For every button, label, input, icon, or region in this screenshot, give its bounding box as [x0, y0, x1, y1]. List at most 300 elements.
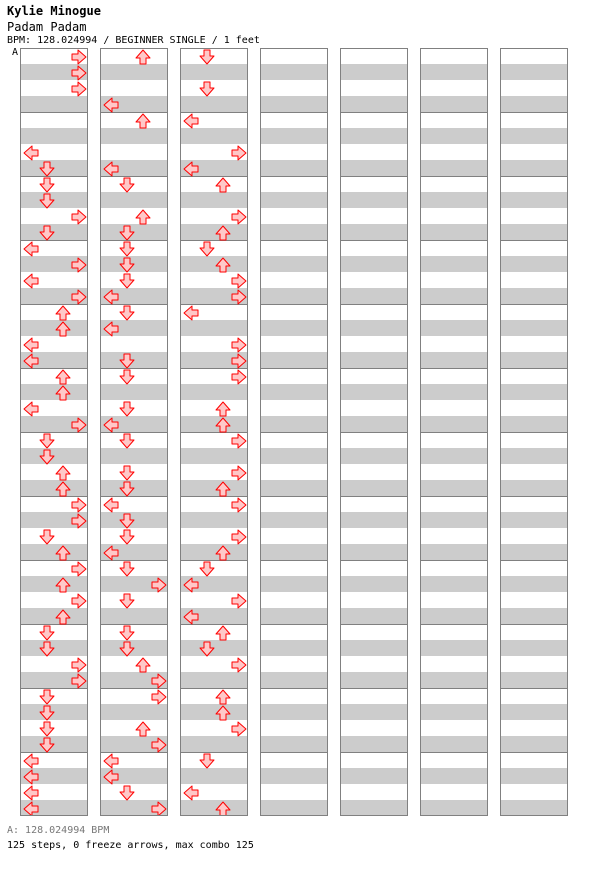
step-arrow-down-icon — [119, 785, 135, 801]
step-arrow-down-icon — [119, 625, 135, 641]
step-arrow-down-icon — [199, 561, 215, 577]
step-arrow-down-icon — [39, 529, 55, 545]
step-arrow-down-icon — [39, 625, 55, 641]
beat-band — [501, 480, 567, 496]
step-arrow-up-icon — [135, 209, 151, 225]
step-arrow-up-icon — [135, 721, 151, 737]
beat-band — [421, 576, 487, 592]
step-arrow-down-icon — [119, 177, 135, 193]
beat-band — [341, 480, 407, 496]
step-arrow-down-icon — [39, 225, 55, 241]
step-arrow-left-icon — [103, 769, 119, 785]
measure-line — [501, 368, 567, 369]
song-artist: Kylie Minogue — [7, 4, 101, 18]
beat-band — [341, 512, 407, 528]
measure-line — [261, 560, 327, 561]
step-arrow-down-icon — [39, 737, 55, 753]
step-arrow-down-icon — [39, 433, 55, 449]
step-arrow-right-icon — [231, 353, 247, 369]
step-arrow-right-icon — [71, 49, 87, 65]
beat-band — [261, 64, 327, 80]
beat-band — [501, 544, 567, 560]
beat-band — [181, 704, 247, 720]
step-arrow-down-icon — [39, 689, 55, 705]
measure-line — [261, 368, 327, 369]
beat-band — [421, 128, 487, 144]
beat-band — [341, 576, 407, 592]
beat-band — [181, 800, 247, 816]
step-arrow-right-icon — [71, 257, 87, 273]
step-arrow-right-icon — [231, 593, 247, 609]
step-arrow-right-icon — [151, 801, 167, 816]
step-arrow-right-icon — [231, 369, 247, 385]
step-arrow-up-icon — [215, 705, 231, 721]
step-arrow-down-icon — [39, 193, 55, 209]
step-arrow-right-icon — [151, 673, 167, 689]
step-arrow-down-icon — [119, 225, 135, 241]
beat-band — [421, 800, 487, 816]
step-arrow-up-icon — [55, 609, 71, 625]
step-arrow-left-icon — [183, 113, 199, 129]
beat-band — [261, 416, 327, 432]
step-arrow-up-icon — [55, 321, 71, 337]
beat-band — [341, 608, 407, 624]
step-arrow-down-icon — [119, 257, 135, 273]
measure-line — [21, 112, 87, 113]
beat-band — [421, 96, 487, 112]
beat-band — [261, 736, 327, 752]
step-arrow-down-icon — [199, 49, 215, 65]
beat-band — [341, 128, 407, 144]
chart-column-2 — [100, 48, 168, 816]
step-arrow-right-icon — [71, 417, 87, 433]
measure-line — [501, 624, 567, 625]
step-arrow-left-icon — [103, 289, 119, 305]
step-arrow-down-icon — [119, 529, 135, 545]
beat-band — [261, 512, 327, 528]
measure-line — [421, 496, 487, 497]
step-arrow-up-icon — [215, 257, 231, 273]
beat-band — [341, 352, 407, 368]
step-arrow-up-icon — [55, 545, 71, 561]
measure-line — [501, 496, 567, 497]
measure-line — [261, 496, 327, 497]
measure-line — [341, 752, 407, 753]
song-title: Padam Padam — [7, 20, 87, 34]
step-arrow-left-icon — [103, 545, 119, 561]
beat-band — [181, 256, 247, 272]
beat-band — [421, 480, 487, 496]
step-arrow-left-icon — [103, 97, 119, 113]
beat-band — [501, 160, 567, 176]
step-arrow-left-icon — [23, 753, 39, 769]
measure-line — [261, 688, 327, 689]
beat-band — [181, 736, 247, 752]
beat-band — [181, 416, 247, 432]
step-arrow-left-icon — [23, 337, 39, 353]
measure-line — [261, 240, 327, 241]
beat-band — [421, 640, 487, 656]
beat-band — [181, 480, 247, 496]
beat-band — [501, 640, 567, 656]
beat-band — [261, 352, 327, 368]
beat-band — [501, 256, 567, 272]
measure-line — [501, 688, 567, 689]
beat-band — [501, 448, 567, 464]
step-arrow-down-icon — [119, 369, 135, 385]
beat-band — [341, 320, 407, 336]
measure-line — [341, 368, 407, 369]
measure-line — [261, 752, 327, 753]
step-arrow-up-icon — [55, 481, 71, 497]
step-stats: 125 steps, 0 freeze arrows, max combo 125 — [7, 840, 254, 851]
beat-band — [421, 352, 487, 368]
beat-band — [261, 128, 327, 144]
beat-band — [181, 448, 247, 464]
step-arrow-down-icon — [119, 481, 135, 497]
step-arrow-left-icon — [103, 321, 119, 337]
beat-band — [21, 608, 87, 624]
beat-band — [421, 64, 487, 80]
beat-band — [261, 800, 327, 816]
beat-band — [421, 704, 487, 720]
beat-band — [261, 544, 327, 560]
step-arrow-right-icon — [151, 737, 167, 753]
step-arrow-down-icon — [119, 433, 135, 449]
chart-column-1 — [20, 48, 88, 816]
measure-line — [421, 112, 487, 113]
measure-line — [261, 176, 327, 177]
beat-band — [341, 64, 407, 80]
step-arrow-left-icon — [23, 769, 39, 785]
step-arrow-down-icon — [39, 177, 55, 193]
step-arrow-left-icon — [183, 785, 199, 801]
step-arrow-left-icon — [103, 417, 119, 433]
beat-band — [261, 576, 327, 592]
beat-band — [261, 608, 327, 624]
step-arrow-right-icon — [71, 657, 87, 673]
measure-line — [421, 368, 487, 369]
chart-info: BPM: 128.024994 / BEGINNER SINGLE / 1 feet — [7, 35, 260, 46]
step-arrow-right-icon — [231, 529, 247, 545]
step-arrow-down-icon — [119, 561, 135, 577]
beat-band — [501, 512, 567, 528]
step-arrow-down-icon — [199, 81, 215, 97]
beat-band — [101, 64, 167, 80]
beat-band — [341, 384, 407, 400]
step-arrow-left-icon — [23, 785, 39, 801]
beat-band — [341, 192, 407, 208]
step-arrow-left-icon — [23, 145, 39, 161]
beat-band — [101, 448, 167, 464]
beat-band — [421, 416, 487, 432]
beat-band — [101, 192, 167, 208]
step-arrow-right-icon — [231, 145, 247, 161]
step-arrow-up-icon — [55, 305, 71, 321]
measure-line — [341, 624, 407, 625]
beat-band — [341, 160, 407, 176]
step-arrow-right-icon — [71, 497, 87, 513]
beat-band — [341, 448, 407, 464]
step-arrow-left-icon — [183, 305, 199, 321]
beat-band — [341, 288, 407, 304]
measure-line — [421, 560, 487, 561]
step-arrow-down-icon — [119, 273, 135, 289]
measure-line — [181, 688, 247, 689]
beat-band — [501, 192, 567, 208]
beat-band — [421, 288, 487, 304]
measure-line — [341, 560, 407, 561]
step-arrow-up-icon — [215, 401, 231, 417]
measure-line — [341, 688, 407, 689]
beat-band — [421, 768, 487, 784]
step-arrow-down-icon — [119, 305, 135, 321]
beat-band — [181, 768, 247, 784]
beat-band — [421, 544, 487, 560]
beat-band — [501, 576, 567, 592]
step-arrow-right-icon — [231, 273, 247, 289]
beat-band — [181, 96, 247, 112]
beat-band — [21, 384, 87, 400]
beat-band — [181, 384, 247, 400]
beat-band — [341, 672, 407, 688]
measure-line — [501, 752, 567, 753]
beat-band — [501, 288, 567, 304]
step-arrow-down-icon — [199, 241, 215, 257]
beat-band — [501, 224, 567, 240]
beat-band — [261, 256, 327, 272]
step-arrow-right-icon — [71, 673, 87, 689]
measure-line — [261, 432, 327, 433]
beat-band — [21, 96, 87, 112]
measure-line — [501, 432, 567, 433]
beat-band — [421, 320, 487, 336]
measure-line — [501, 176, 567, 177]
beat-band — [261, 192, 327, 208]
beat-band — [421, 512, 487, 528]
beat-band — [261, 704, 327, 720]
step-arrow-right-icon — [71, 561, 87, 577]
step-arrow-up-icon — [215, 177, 231, 193]
measure-line — [261, 624, 327, 625]
step-arrow-right-icon — [71, 81, 87, 97]
measure-line — [501, 112, 567, 113]
beat-band — [341, 736, 407, 752]
beat-band — [181, 192, 247, 208]
measure-line — [341, 240, 407, 241]
step-arrow-up-icon — [215, 545, 231, 561]
step-arrow-up-icon — [55, 465, 71, 481]
step-arrow-down-icon — [39, 721, 55, 737]
chart-column-7 — [500, 48, 568, 816]
step-arrow-right-icon — [71, 289, 87, 305]
chart-column-5 — [340, 48, 408, 816]
step-arrow-down-icon — [39, 161, 55, 177]
beat-band — [261, 96, 327, 112]
measure-line — [341, 432, 407, 433]
beat-band — [181, 64, 247, 80]
step-arrow-right-icon — [71, 593, 87, 609]
step-arrow-right-icon — [231, 465, 247, 481]
beat-band — [501, 384, 567, 400]
step-arrow-left-icon — [23, 273, 39, 289]
step-arrow-right-icon — [231, 289, 247, 305]
chart-column-4 — [260, 48, 328, 816]
measure-line — [261, 112, 327, 113]
step-arrow-up-icon — [135, 113, 151, 129]
beat-band — [421, 672, 487, 688]
measure-line — [421, 624, 487, 625]
beat-band — [101, 384, 167, 400]
step-arrow-down-icon — [199, 641, 215, 657]
beat-band — [421, 736, 487, 752]
measure-line — [421, 688, 487, 689]
step-arrow-up-icon — [135, 49, 151, 65]
step-arrow-left-icon — [103, 161, 119, 177]
step-arrow-up-icon — [55, 577, 71, 593]
beat-band — [21, 320, 87, 336]
step-arrow-up-icon — [215, 417, 231, 433]
step-arrow-right-icon — [71, 65, 87, 81]
beat-band — [101, 608, 167, 624]
step-arrow-right-icon — [231, 721, 247, 737]
beat-band — [21, 128, 87, 144]
beat-band — [261, 672, 327, 688]
step-arrow-right-icon — [231, 497, 247, 513]
step-arrow-right-icon — [151, 689, 167, 705]
bpm-legend: A: 128.024994 BPM — [7, 825, 110, 836]
beat-band — [421, 192, 487, 208]
measure-line — [261, 304, 327, 305]
beat-band — [341, 224, 407, 240]
step-arrow-down-icon — [119, 401, 135, 417]
step-arrow-right-icon — [231, 337, 247, 353]
beat-band — [181, 672, 247, 688]
beat-band — [181, 128, 247, 144]
beat-band — [501, 96, 567, 112]
measure-line — [421, 752, 487, 753]
beat-band — [501, 320, 567, 336]
beat-band — [181, 544, 247, 560]
measure-line — [501, 304, 567, 305]
beat-band — [21, 480, 87, 496]
step-arrow-left-icon — [183, 161, 199, 177]
measure-line — [501, 560, 567, 561]
measure-line — [421, 432, 487, 433]
beat-band — [501, 704, 567, 720]
beat-band — [21, 544, 87, 560]
step-arrow-down-icon — [119, 465, 135, 481]
step-arrow-up-icon — [55, 369, 71, 385]
beat-band — [181, 320, 247, 336]
beat-band — [501, 416, 567, 432]
step-arrow-down-icon — [199, 753, 215, 769]
step-arrow-right-icon — [151, 577, 167, 593]
beat-band — [261, 320, 327, 336]
beat-band — [261, 480, 327, 496]
step-arrow-right-icon — [231, 433, 247, 449]
step-arrow-down-icon — [39, 641, 55, 657]
step-arrow-up-icon — [215, 801, 231, 816]
measure-line — [501, 240, 567, 241]
step-arrow-left-icon — [183, 577, 199, 593]
measure-line — [421, 304, 487, 305]
beat-band — [101, 704, 167, 720]
beat-band — [261, 448, 327, 464]
beat-band — [261, 768, 327, 784]
step-arrow-left-icon — [23, 241, 39, 257]
beat-band — [341, 256, 407, 272]
chart-column-3 — [180, 48, 248, 816]
step-arrow-right-icon — [71, 513, 87, 529]
beat-band — [421, 448, 487, 464]
beat-band — [21, 576, 87, 592]
step-arrow-down-icon — [119, 353, 135, 369]
beat-band — [501, 352, 567, 368]
step-arrow-left-icon — [23, 353, 39, 369]
step-arrow-up-icon — [215, 689, 231, 705]
bpm-marker-label: A — [12, 47, 19, 58]
measure-line — [421, 176, 487, 177]
measure-line — [341, 496, 407, 497]
beat-band — [501, 128, 567, 144]
beat-band — [341, 704, 407, 720]
beat-band — [501, 608, 567, 624]
beat-band — [421, 384, 487, 400]
beat-band — [341, 800, 407, 816]
beat-band — [421, 608, 487, 624]
beat-band — [421, 160, 487, 176]
beat-band — [421, 224, 487, 240]
beat-band — [501, 800, 567, 816]
beat-band — [501, 672, 567, 688]
step-arrow-up-icon — [55, 385, 71, 401]
step-arrow-right-icon — [231, 657, 247, 673]
beat-band — [501, 768, 567, 784]
beat-band — [261, 224, 327, 240]
step-arrow-down-icon — [119, 641, 135, 657]
measure-line — [341, 304, 407, 305]
beat-band — [501, 736, 567, 752]
beat-band — [101, 128, 167, 144]
step-arrow-up-icon — [215, 625, 231, 641]
beat-band — [341, 640, 407, 656]
beat-band — [261, 288, 327, 304]
beat-band — [341, 544, 407, 560]
step-arrow-right-icon — [231, 209, 247, 225]
step-arrow-up-icon — [215, 481, 231, 497]
step-arrow-down-icon — [119, 593, 135, 609]
chart-column-6 — [420, 48, 488, 816]
step-arrow-down-icon — [119, 241, 135, 257]
step-arrow-left-icon — [103, 753, 119, 769]
step-arrow-left-icon — [183, 609, 199, 625]
step-arrow-left-icon — [23, 801, 39, 816]
measure-line — [341, 176, 407, 177]
step-arrow-down-icon — [39, 449, 55, 465]
step-arrow-left-icon — [103, 497, 119, 513]
beat-band — [341, 416, 407, 432]
step-arrow-right-icon — [71, 209, 87, 225]
beat-band — [181, 224, 247, 240]
beat-band — [501, 64, 567, 80]
beat-band — [261, 384, 327, 400]
step-arrow-up-icon — [135, 657, 151, 673]
beat-band — [341, 96, 407, 112]
beat-band — [261, 640, 327, 656]
step-arrow-down-icon — [39, 705, 55, 721]
step-arrow-down-icon — [119, 513, 135, 529]
